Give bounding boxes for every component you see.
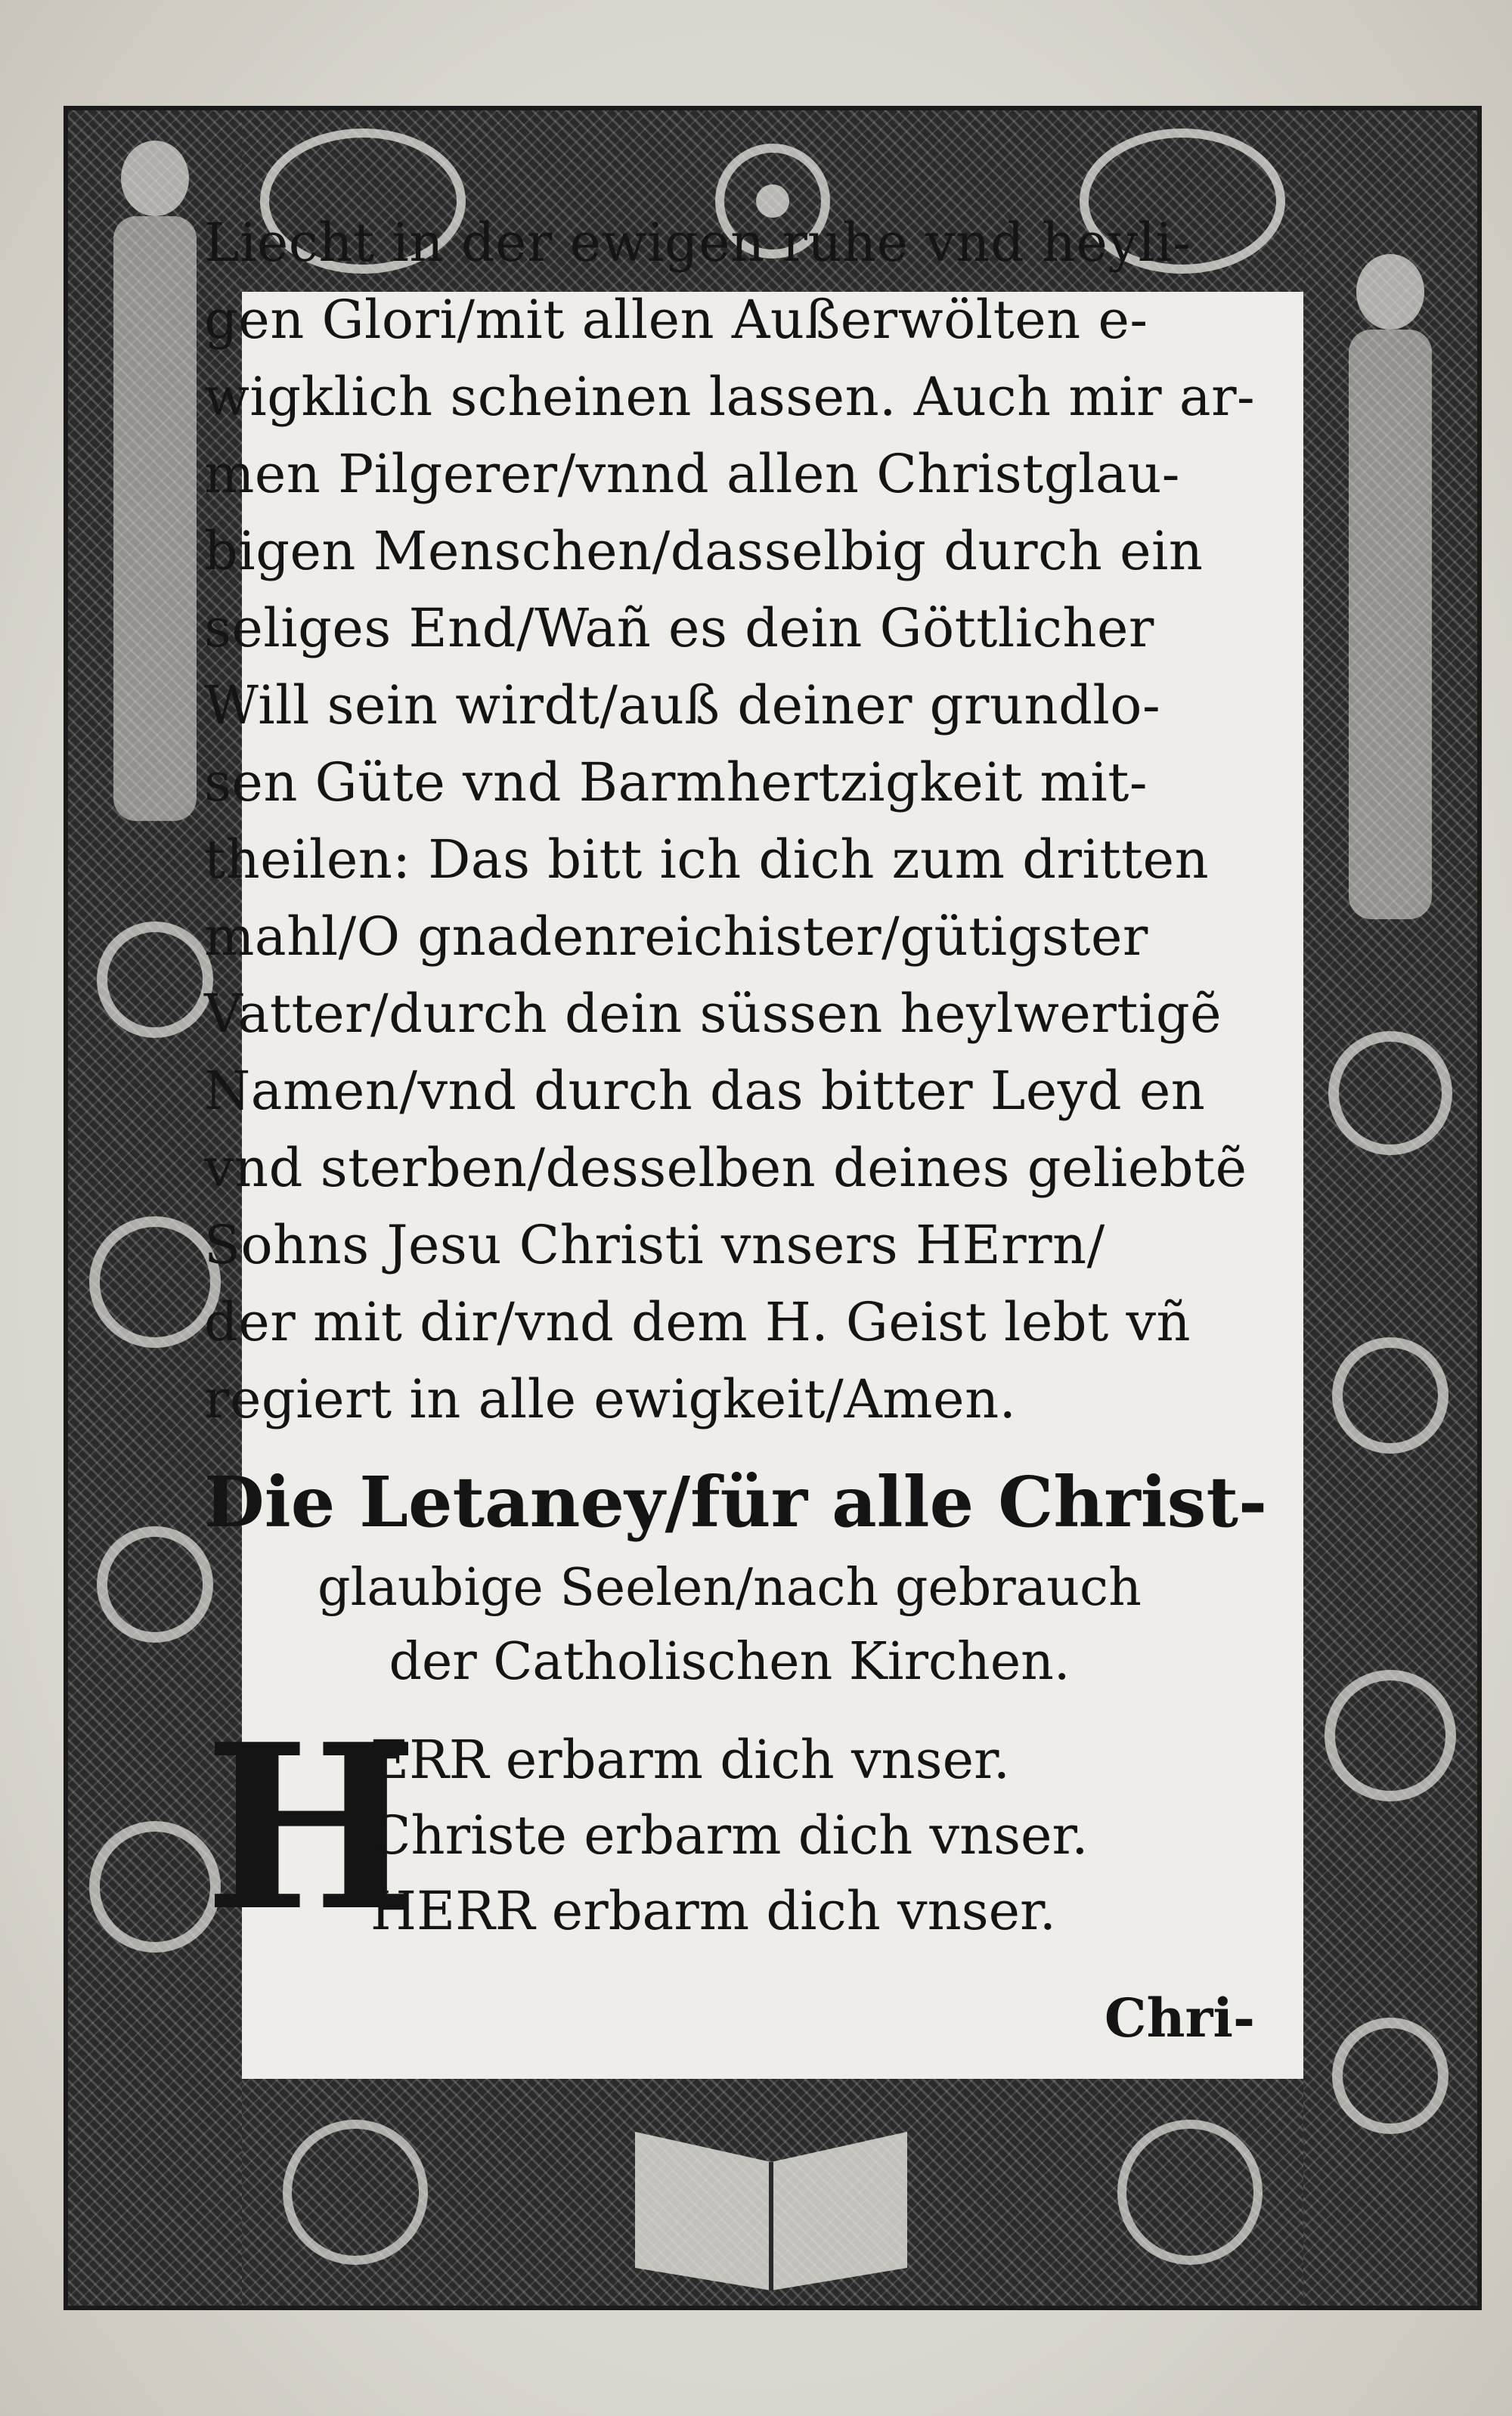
body-line: sen Güte vnd Barmhertzigkeit mit-	[204, 751, 1148, 813]
section-subheading: glaubige Seelen/nach gebrauch	[318, 1558, 1142, 1618]
body-line: Liecht in der ewigen ruhe vnd heyli-	[204, 212, 1191, 274]
body-line: bigen Menschen/dasselbig durch ein	[204, 520, 1204, 582]
body-line: vnd sterben/desselben deines geliebtẽ	[204, 1137, 1247, 1199]
body-line: wigklich scheinen lassen. Auch mir ar-	[204, 366, 1256, 428]
bottom-ornamental-border	[242, 2079, 1303, 2306]
section-subheading: der Catholischen Kirchen.	[389, 1632, 1070, 1692]
body-line: gen Glori/mit allen Außerwölten e-	[204, 289, 1148, 351]
body-line: mahl/O gnadenreichister/gütigster	[204, 906, 1148, 968]
body-line: Sohns Jesu Christi vnsers HErrn/	[204, 1214, 1105, 1276]
prayer-body	[204, 204, 1255, 1438]
figure-saint-right-icon	[1303, 110, 1477, 2306]
body-line: men Pilgerer/vnnd allen Christglau-	[204, 443, 1180, 505]
body-line: Vatter/durch dein süssen heylwertigẽ	[204, 983, 1222, 1045]
text-block	[204, 204, 1268, 2049]
section-heading: Die Letaney/für alle Christ-	[204, 1461, 1268, 1543]
body-line: regiert in alle ewigkeit/Amen.	[204, 1368, 1017, 1430]
open-book-icon	[242, 2079, 1303, 2306]
litany-line: ERR erbarm dich vnser.	[370, 1729, 1011, 1791]
drop-cap: H	[204, 1694, 419, 1961]
body-line: Namen/vnd durch das bitter Leyd en	[204, 1060, 1206, 1122]
body-line: der mit dir/vnd dem H. Geist lebt vñ	[204, 1291, 1191, 1353]
litany-line: HERR erbarm dich vnser.	[370, 1880, 1057, 1942]
body-line: Will sein wirdt/auß deiner grundlo-	[204, 674, 1161, 736]
body-line: theilen: Das bitt ich dich zum dritten	[204, 829, 1210, 891]
litany-line: Christe erbarm dich vnser.	[370, 1804, 1089, 1866]
catchword: Chri-	[1104, 1987, 1255, 2049]
body-line: seliges End/Wañ es dein Göttlicher	[204, 597, 1154, 659]
right-ornamental-border	[1303, 110, 1477, 2306]
litany	[204, 1694, 1255, 2049]
